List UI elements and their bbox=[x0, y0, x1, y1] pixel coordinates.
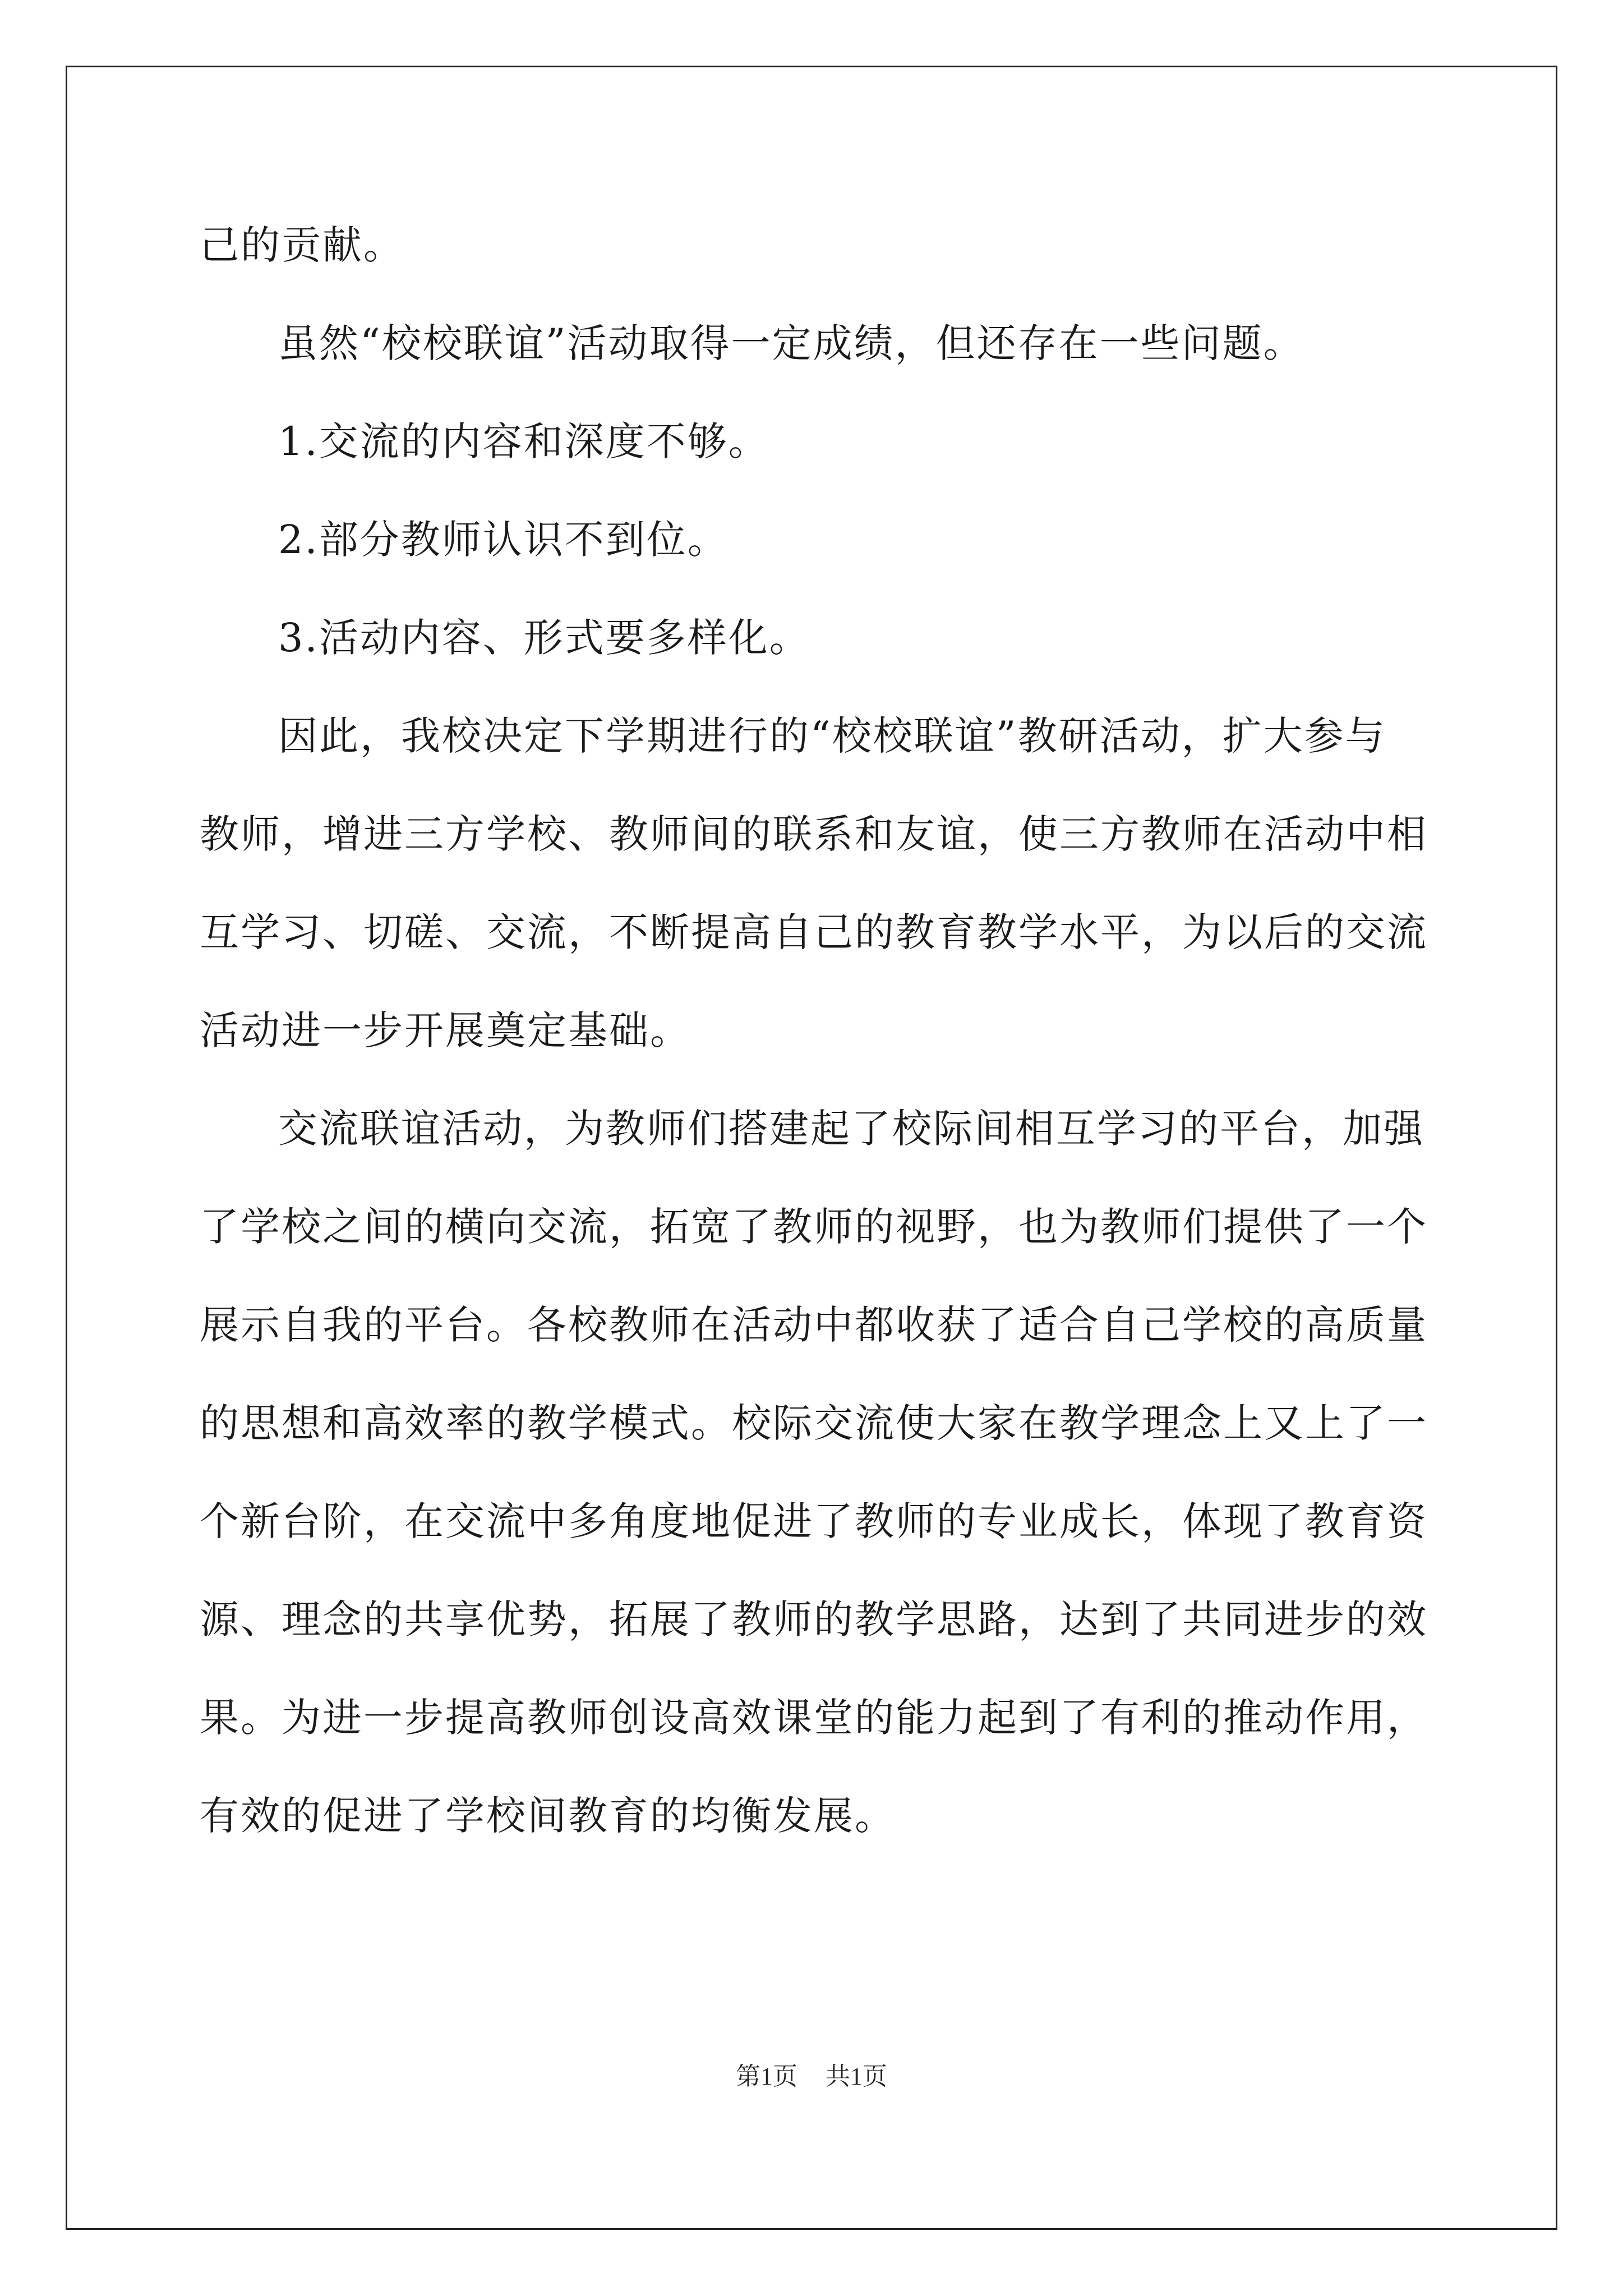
text-line: 的思想和高效率的教学模式。校际交流使大家在教学理念上又上了一 bbox=[200, 1400, 1428, 1446]
text-line: 因此，我校决定下学期进行的“校校联谊”教研活动，扩大参与 bbox=[278, 713, 1386, 759]
paragraph bbox=[200, 1080, 1428, 1865]
text-line: 个新台阶，在交流中多角度地促进了教师的专业成长，体现了教育资 bbox=[200, 1498, 1428, 1544]
text-line: 己的贡献。 bbox=[200, 222, 404, 268]
paragraph bbox=[200, 687, 1428, 1080]
list-item bbox=[200, 589, 1428, 687]
text-line: 虽然“校校联谊”活动取得一定成绩，但还存在一些问题。 bbox=[278, 320, 1304, 366]
page-number: 第1页 bbox=[736, 2063, 797, 2090]
paragraph bbox=[200, 295, 1428, 393]
document-body bbox=[200, 196, 1428, 1865]
paragraph bbox=[200, 196, 1428, 295]
list-item bbox=[200, 491, 1428, 589]
list-item bbox=[200, 393, 1428, 491]
text-line: 2.部分教师认识不到位。 bbox=[278, 517, 728, 563]
text-line: 1.交流的内容和深度不够。 bbox=[278, 418, 769, 464]
text-line: 有效的促进了学校间教育的均衡发展。 bbox=[200, 1793, 896, 1839]
text-line: 3.活动内容、形式要多样化。 bbox=[278, 615, 810, 661]
text-line: 活动进一步开展奠定基础。 bbox=[200, 1007, 691, 1053]
page-footer bbox=[0, 2056, 1623, 2092]
text-line: 源、理念的共享优势，拓展了教师的教学思路，达到了共同进步的效 bbox=[200, 1596, 1428, 1642]
page-total: 共1页 bbox=[826, 2063, 887, 2090]
text-line: 了学校之间的横向交流，拓宽了教师的视野，也为教师们提供了一个 bbox=[200, 1204, 1428, 1250]
text-line: 互学习、切磋、交流，不断提高自己的教育教学水平，为以后的交流 bbox=[200, 909, 1428, 955]
text-line: 交流联谊活动，为教师们搭建起了校际间相互学习的平台，加强 bbox=[278, 1106, 1424, 1152]
text-line: 果。为进一步提高教师创设高效课堂的能力起到了有利的推动作用， bbox=[200, 1695, 1428, 1741]
text-line: 展示自我的平台。各校教师在活动中都收获了适合自己学校的高质量 bbox=[200, 1302, 1428, 1348]
text-line: 教师，增进三方学校、教师间的联系和友谊，使三方教师在活动中相 bbox=[200, 811, 1428, 857]
